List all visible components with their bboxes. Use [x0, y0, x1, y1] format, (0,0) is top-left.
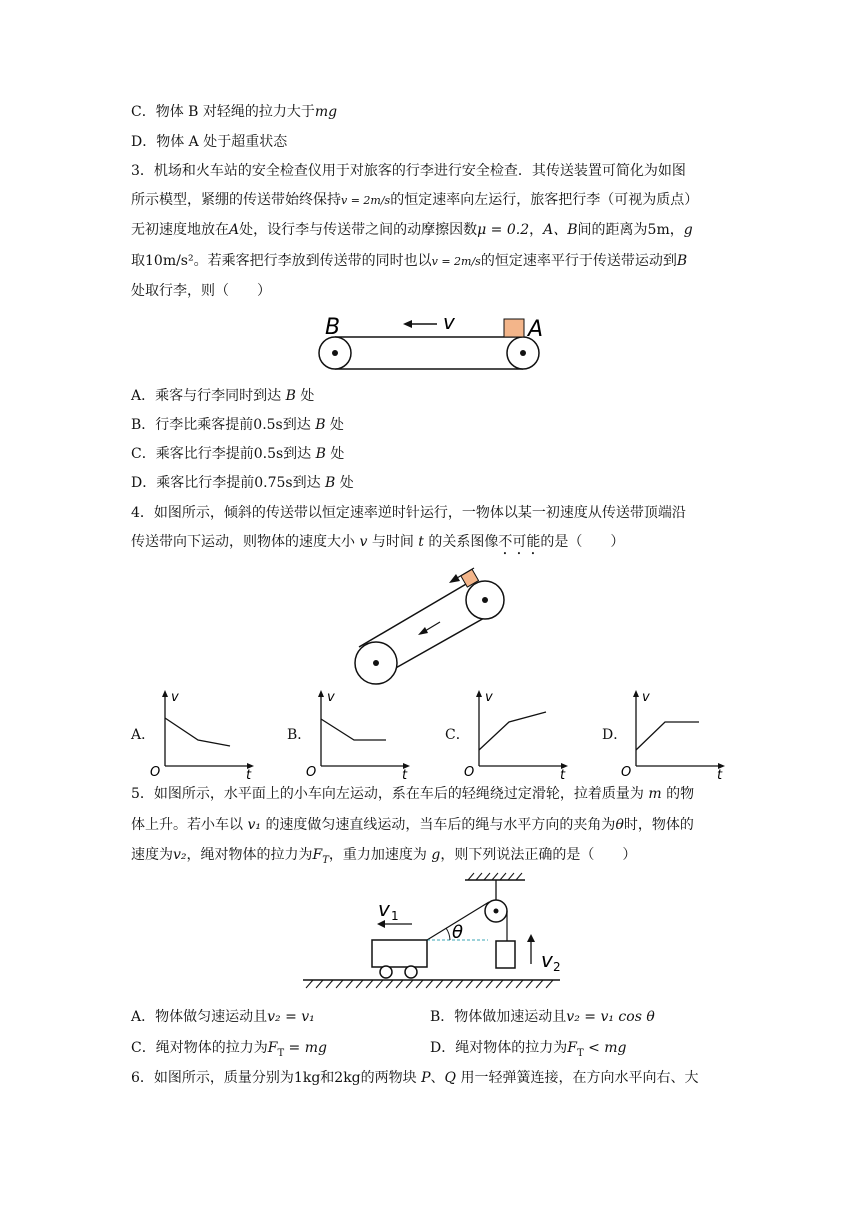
- graph-label-d: D．: [602, 727, 628, 743]
- q2-option-c: C．物体 B 对轻绳的拉力大于mg: [131, 104, 338, 120]
- q4-line-2: 传送带向下运动，则物体的速度大小 v 与时间 t 的关系图像不可能的是（ ）: [131, 534, 625, 550]
- q6-line-1: 6．如图所示，质量分别为1kg和2kg的两物块 P、Q 用一轻弹簧连接，在方向水平向右、大: [131, 1070, 699, 1086]
- math-mg: mg: [314, 104, 338, 120]
- label-a: A: [528, 317, 544, 342]
- q3-line-1: 3．机场和火车站的安全检查仪用于对旅客的行李进行安全检查．其传送装置可简化为如图: [131, 163, 686, 179]
- q3-option-d: D．乘客比行李提前0.75s到达 B 处: [131, 475, 354, 491]
- graph-b: [306, 688, 416, 784]
- emphasis-not-possible: 不可能: [498, 534, 541, 550]
- svg-text:t: t: [717, 768, 723, 780]
- hanging-block: [496, 941, 515, 968]
- svg-text:O: O: [621, 765, 632, 780]
- graph-label-b: B．: [287, 727, 312, 743]
- q3-line-2: 所示模型，紧绷的传送带始终保持v = 2m/s的恒定速率向左运行，旅客把行李（可视为质点）: [131, 192, 699, 208]
- svg-text:v: v: [171, 690, 179, 705]
- svg-text:O: O: [150, 765, 161, 780]
- q3-line-3: 无初速度地放在A处，设行李与传送带之间的动摩擦因数μ = 0.2，A、B间的距离为5m，g: [131, 222, 693, 238]
- svg-text:v: v: [485, 690, 493, 705]
- q3-line-5: 处取行李，则（ ）: [131, 283, 271, 299]
- svg-text:O: O: [306, 765, 317, 780]
- conveyor-belt-figure: [315, 312, 545, 378]
- graph-d: [621, 688, 731, 784]
- q4-line-1: 4．如图所示，倾斜的传送带以恒定速率逆时针运行，一物体以某一初速度从传送带顶端沿: [131, 505, 686, 521]
- q3-option-b: B．行李比乘客提前0.5s到达 B 处: [131, 417, 344, 433]
- q5-option-a: A．物体做匀速运动且v₂ = v₁: [131, 1009, 315, 1025]
- cart-pulley-figure: [300, 870, 570, 1000]
- svg-text:v: v: [378, 897, 390, 921]
- q2-option-d: D．物体 A 处于超重状态: [131, 134, 288, 150]
- svg-text:v: v: [327, 690, 335, 705]
- graph-label-c: C．: [445, 727, 470, 743]
- q5-line-1: 5．如图所示，水平面上的小车向左运动，系在车后的轻绳绕过定滑轮，拉着质量为 m 的物: [131, 786, 695, 802]
- svg-text:2: 2: [553, 960, 561, 974]
- graph-label-a: A．: [131, 727, 156, 743]
- graph-c: [464, 688, 574, 784]
- svg-text:1: 1: [391, 909, 399, 923]
- q5-option-c: C．绳对物体的拉力为$F_T$ = mg: [131, 1040, 327, 1059]
- label-b: B: [325, 315, 341, 340]
- q5-line-3: 速度为v₂，绳对物体的拉力为$F_T$，重力加速度为 g，则下列说法正确的是（ ）: [131, 847, 637, 866]
- svg-text:t: t: [246, 768, 252, 780]
- graph-a: [150, 688, 260, 784]
- svg-text:v: v: [541, 948, 553, 972]
- q5-line-2: 体上升。若小车以 v₁ 的速度做匀速直线运动，当车后的绳与水平方向的夹角为θ时，物体的: [131, 817, 694, 833]
- q3-option-c: C．乘客比行李提前0.5s到达 B 处: [131, 446, 345, 462]
- label-v: v: [443, 312, 455, 334]
- q3-line-4: 取10m/s²。若乘客把行李放到传送带的同时也以v = 2m/s的恒定速率平行于传送带运动到B: [131, 253, 688, 269]
- svg-text:v: v: [642, 690, 650, 705]
- inclined-belt-figure: [345, 560, 515, 689]
- svg-text:θ: θ: [452, 922, 464, 943]
- q3-option-a: A．乘客与行李同时到达 B 处: [131, 388, 315, 404]
- svg-text:O: O: [464, 765, 475, 780]
- luggage-box: [504, 319, 524, 337]
- svg-text:t: t: [402, 768, 408, 780]
- q5-option-b: B．物体做加速运动且v₂ = v₁ cos θ: [430, 1009, 655, 1025]
- cart: [372, 940, 427, 967]
- q5-option-d: D．绳对物体的拉力为$F_T$ < mg: [430, 1040, 627, 1059]
- svg-text:t: t: [560, 768, 566, 780]
